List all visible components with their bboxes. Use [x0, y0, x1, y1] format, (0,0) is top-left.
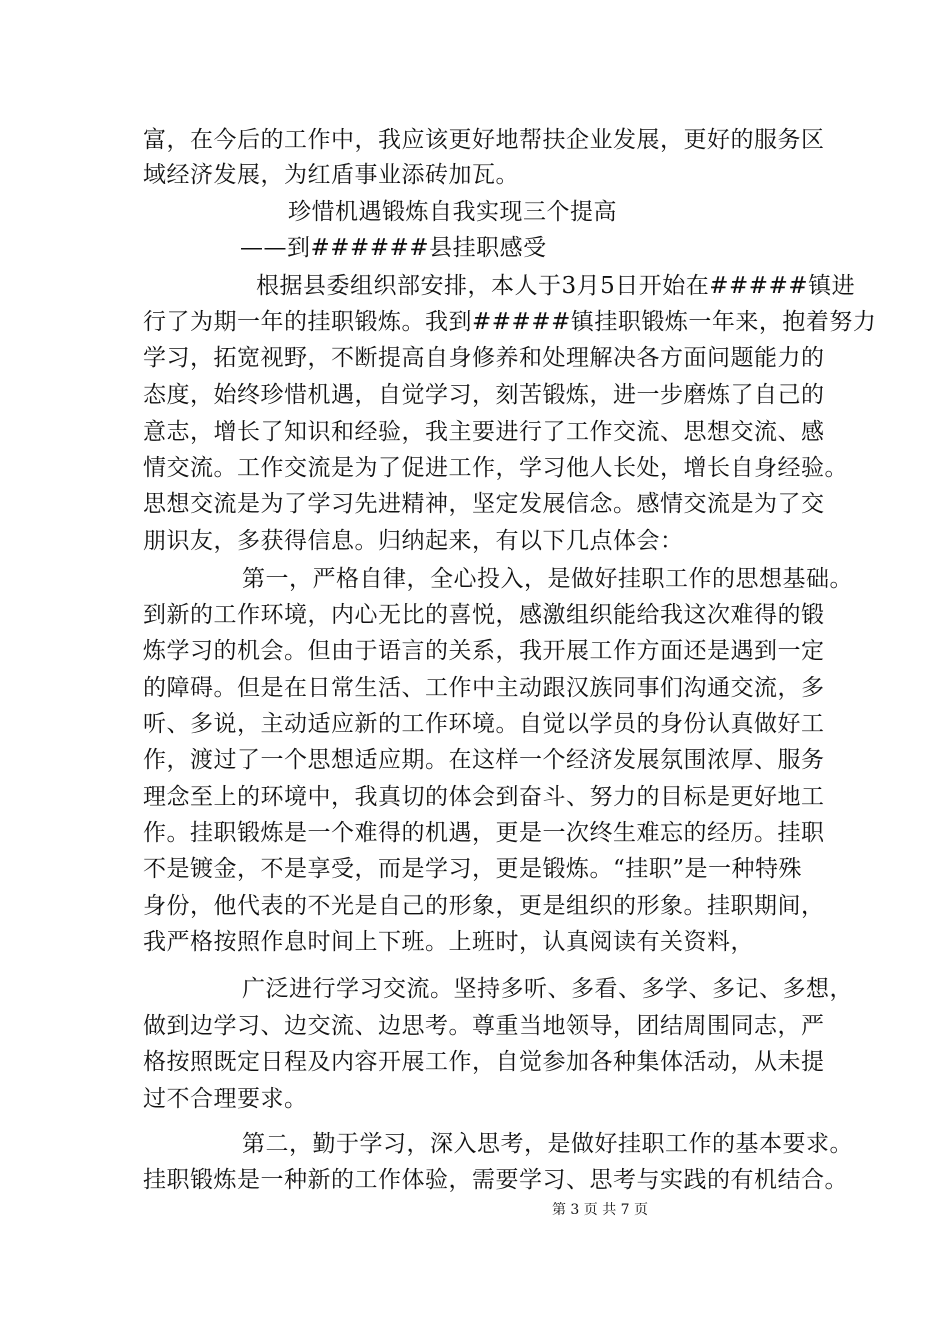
text-line: 的障碍。但是在日常生活、工作中主动跟汉族同事们沟通交流，多 — [143, 675, 825, 701]
text-line: 富，在今后的工作中，我应该更好地帮扶企业发展，更好的服务区 — [143, 127, 825, 153]
text-line: 格按照既定日程及内容开展工作，自觉参加各种集体活动，从未提 — [143, 1049, 825, 1075]
section-title: 珍惜机遇锻炼自我实现三个提高 — [288, 199, 617, 225]
text-line: 做到边学习、边交流、边思考。尊重当地领导，团结周围同志，严 — [143, 1013, 825, 1039]
paragraph-heading: 第二，勤于学习，深入思考，是做好挂职工作的基本要求。 — [242, 1131, 853, 1157]
section-subtitle: ——到######县挂职感受 — [240, 235, 547, 261]
text-line: 域经济发展，为红盾事业添砖加瓦。 — [143, 162, 519, 188]
page-footer: 第 3 页 共 7 页 — [551, 1202, 649, 1218]
text-line: 情交流。工作交流是为了促进工作，学习他人长处，增长自身经验。 — [143, 455, 848, 481]
text-line: 广泛进行学习交流。坚持多听、多看、多学、多记、多想， — [242, 976, 853, 1002]
text-line: 过不合理要求。 — [143, 1086, 308, 1112]
paragraph-heading: 第一，严格自律，全心投入，是做好挂职工作的思想基础。 — [242, 566, 853, 592]
text-line: 炼学习的机会。但由于语言的关系，我开展工作方面还是遇到一定 — [143, 638, 825, 664]
text-line: 意志，增长了知识和经验，我主要进行了工作交流、思想交流、感 — [143, 419, 825, 445]
text-line: 理念至上的环境中，我真切的体会到奋斗、努力的目标是更好地工 — [143, 784, 825, 810]
text-line: 朋识友，多获得信息。归纳起来，有以下几点体会： — [143, 528, 684, 554]
text-line: 学习，拓宽视野，不断提高自身修养和处理解决各方面问题能力的 — [143, 345, 825, 371]
text-line: 作，渡过了一个思想适应期。在这样一个经济发展氛围浓厚、服务 — [143, 747, 825, 773]
text-line: 作。挂职锻炼是一个难得的机遇，更是一次终生难忘的经历。挂职 — [143, 820, 825, 846]
text-line: 行了为期一年的挂职锻炼。我到#####镇挂职锻炼一年来，抱着努力 — [143, 309, 877, 335]
text-line: 不是镀金，不是享受，而是学习，更是锻炼。“挂职”是一种特殊 — [143, 856, 803, 882]
text-line: 我严格按照作息时间上下班。上班时，认真阅读有关资料， — [143, 929, 754, 955]
text-line: 态度，始终珍惜机遇，自觉学习，刻苦锻炼，进一步磨炼了自己的 — [143, 382, 825, 408]
text-line: 身份，他代表的不光是自己的形象，更是组织的形象。挂职期间， — [143, 893, 825, 919]
text-line: 挂职锻炼是一种新的工作体验，需要学习、思考与实践的有机结合。 — [143, 1167, 848, 1193]
text-line: 到新的工作环境，内心无比的喜悦，感激组织能给我这次难得的锻 — [143, 602, 825, 628]
text-line: 听、多说，主动适应新的工作环境。自觉以学员的身份认真做好工 — [143, 711, 825, 737]
text-line: 思想交流是为了学习先进精神，坚定发展信念。感情交流是为了交 — [143, 491, 825, 517]
text-line: 根据县委组织部安排，本人于3月5日开始在#####镇进 — [256, 273, 856, 299]
